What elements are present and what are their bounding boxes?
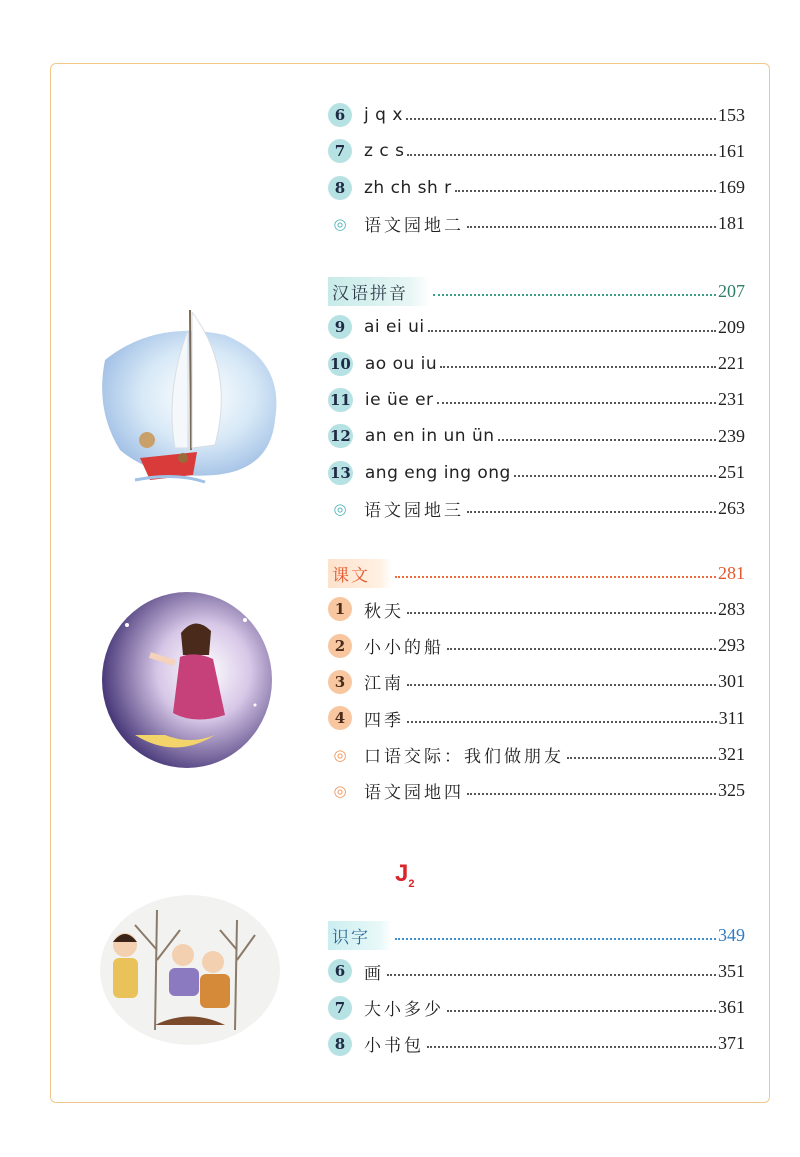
dot-leader	[455, 189, 716, 192]
lesson-number: 8	[328, 1032, 352, 1056]
entry-title: 四季	[364, 710, 404, 731]
entry-title: 秋天	[364, 601, 404, 622]
page-number: 351	[718, 960, 745, 981]
dot-leader	[498, 438, 716, 441]
sailboat-illustration	[95, 300, 285, 500]
toc-entry[interactable]	[330, 209, 745, 239]
kids-planting-tree-illustration	[95, 890, 285, 1050]
entry-title: 语文园地二	[364, 216, 464, 237]
dot-leader	[440, 365, 716, 368]
dot-leader	[467, 225, 716, 228]
toc-entry[interactable]	[330, 458, 745, 488]
lesson-number: 1	[328, 597, 352, 621]
page-number: 301	[718, 671, 745, 692]
lesson-number: 3	[328, 670, 352, 694]
dot-leader	[427, 1045, 716, 1048]
page-number: 293	[718, 635, 745, 656]
toc-entry[interactable]	[330, 776, 745, 806]
entry-title: 语文园地四	[364, 783, 464, 804]
page-number: 169	[718, 177, 745, 198]
entry-title: an en in un ün	[364, 426, 495, 447]
lesson-number: 9	[328, 315, 352, 339]
lesson-number: 6	[328, 103, 352, 127]
toc-entry[interactable]	[330, 703, 745, 733]
entry-title: z c s	[364, 141, 405, 162]
dot-leader	[467, 792, 716, 795]
page-number: 231	[718, 389, 745, 410]
dot-leader	[395, 575, 716, 578]
section-header[interactable]	[330, 276, 745, 306]
toc-entry[interactable]	[330, 494, 745, 524]
lesson-number: 4	[328, 706, 352, 730]
entry-title: ai ei ui	[364, 317, 425, 338]
entry-title: 口语交际：我们做朋友	[364, 747, 564, 767]
toc-entry[interactable]	[330, 421, 745, 451]
toc-entry[interactable]	[330, 993, 745, 1023]
toc-entry[interactable]	[330, 349, 745, 379]
page-number: 283	[718, 598, 745, 619]
toc-entry[interactable]	[330, 956, 745, 986]
entry-title: 小小的船	[364, 638, 444, 659]
dot-leader	[406, 117, 716, 120]
toc-entry[interactable]	[330, 594, 745, 624]
lesson-number: 7	[328, 139, 352, 163]
dot-leader	[514, 474, 716, 477]
dot-leader	[447, 647, 716, 650]
page-number: 181	[718, 213, 745, 234]
double-circle-bullet-icon: ◎	[333, 499, 347, 518]
volume-mark: $J_2$	[395, 860, 415, 890]
dot-leader	[437, 401, 716, 404]
toc-entry[interactable]	[330, 312, 745, 342]
entry-title: 画	[364, 963, 384, 984]
lesson-number: 10	[328, 352, 353, 376]
toc-entry[interactable]	[330, 173, 745, 203]
section-title: 识字	[328, 921, 392, 950]
section-header[interactable]	[330, 558, 745, 588]
lesson-number: 13	[328, 461, 353, 485]
page-number: 209	[718, 316, 745, 337]
page-number: 321	[718, 744, 745, 764]
page-number: 263	[718, 498, 745, 519]
page-number: 325	[718, 780, 745, 801]
entry-title: ao ou iu	[364, 353, 438, 374]
page-number: 153	[718, 104, 745, 125]
dot-leader	[428, 329, 716, 332]
page-number: 361	[718, 997, 745, 1018]
dot-leader	[395, 937, 716, 940]
dot-leader	[407, 611, 716, 614]
lesson-number: 8	[328, 176, 352, 200]
section-title: 课文	[328, 559, 392, 588]
section-header[interactable]	[330, 920, 745, 950]
dot-leader	[407, 683, 716, 686]
lesson-number: 12	[328, 424, 353, 448]
page-number: 221	[718, 353, 745, 374]
lesson-number: 7	[328, 996, 352, 1020]
dot-leader	[433, 293, 716, 296]
dot-leader	[387, 973, 716, 976]
double-circle-bullet-icon: ◎	[333, 781, 347, 800]
dot-leader	[467, 510, 716, 513]
section-page-number: 281	[718, 562, 745, 583]
dot-leader	[407, 720, 717, 723]
entry-title: 大小多少	[364, 1000, 444, 1021]
entry-title: ang eng ing ong	[364, 462, 511, 483]
section-page-number: 207	[718, 280, 745, 301]
toc-entry[interactable]	[330, 740, 745, 770]
double-circle-bullet-icon: ◎	[333, 745, 347, 764]
page-number: 161	[718, 140, 745, 161]
page-number: 251	[718, 462, 745, 482]
double-circle-bullet-icon: ◎	[333, 214, 347, 233]
entry-title: 语文园地三	[364, 501, 464, 522]
lesson-number: 11	[328, 388, 353, 412]
toc-entry[interactable]	[330, 136, 745, 166]
page-number: 371	[718, 1033, 745, 1054]
entry-title: j q x	[364, 105, 403, 125]
entry-title: 小书包	[364, 1036, 424, 1057]
toc-entry[interactable]	[330, 631, 745, 661]
page-number: 311	[718, 707, 745, 728]
page-number: 239	[718, 425, 745, 446]
girl-on-moon-illustration	[95, 585, 275, 775]
lesson-number: 2	[328, 634, 352, 658]
toc-entry[interactable]	[330, 1029, 745, 1059]
lesson-number: 6	[328, 959, 352, 983]
toc-entry[interactable]	[330, 100, 745, 130]
entry-title: ie üe er	[364, 389, 434, 410]
dot-leader	[447, 1009, 716, 1012]
entry-title: 江南	[364, 674, 404, 695]
section-title: 汉语拼音	[328, 277, 430, 306]
section-page-number: 349	[718, 924, 745, 945]
entry-title: zh ch sh r	[364, 177, 452, 198]
toc-entry[interactable]	[330, 667, 745, 697]
toc-entry[interactable]	[330, 385, 745, 415]
dot-leader	[407, 153, 716, 156]
dot-leader	[567, 756, 716, 759]
